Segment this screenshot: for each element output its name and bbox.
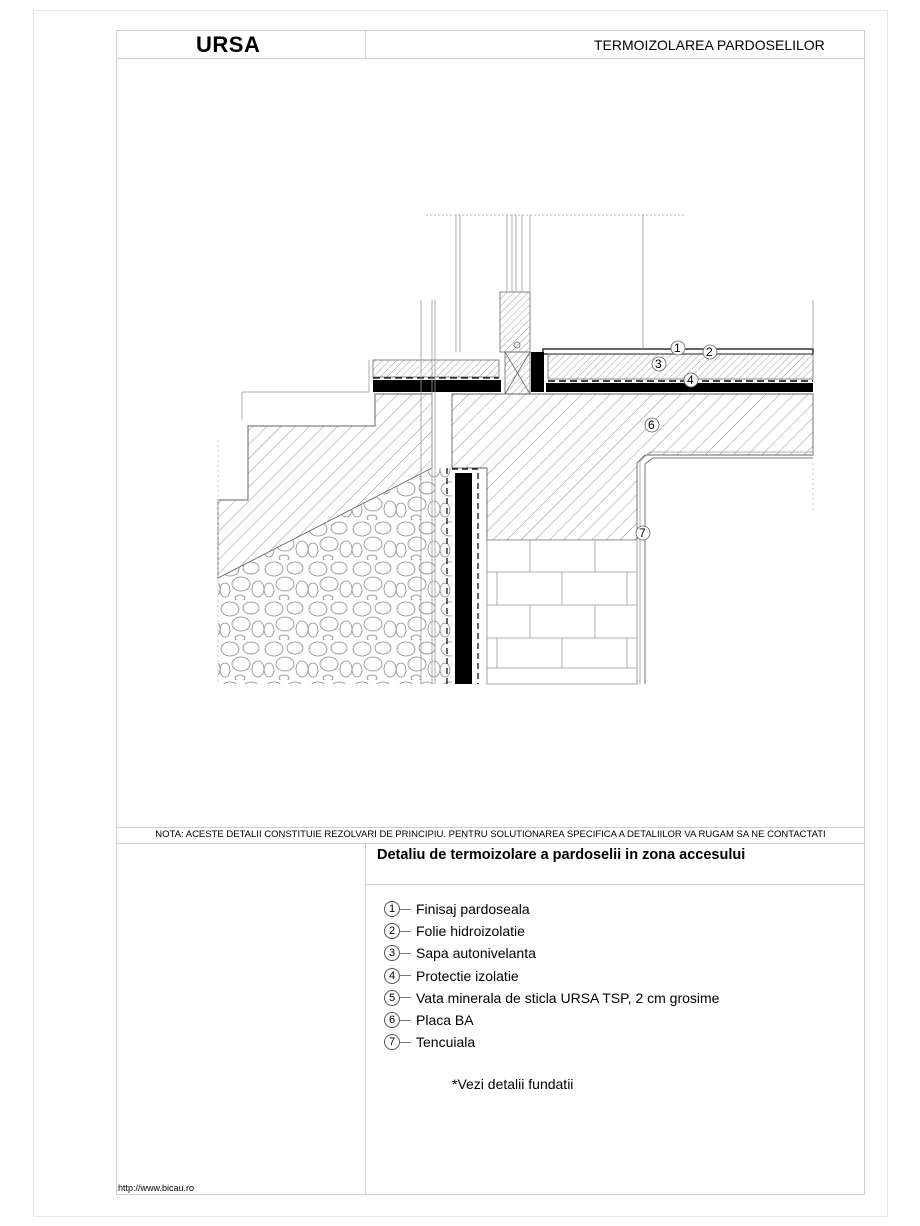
legend-text: Tencuiala xyxy=(416,1034,476,1051)
vertical-insulation xyxy=(455,473,472,684)
legend-number: 2 xyxy=(384,923,400,939)
leader-line xyxy=(400,997,411,998)
disclaimer-note: NOTA: ACESTE DETALII CONSTITUIE REZOLVARI DE PRINCIPIU. PENTRU SOLUTIONAREA SPECIFICA A DETALIILOR VA RUGAM SA NE CONTACTATI xyxy=(155,829,826,840)
plaster-line xyxy=(645,458,813,684)
label-3: 3 xyxy=(655,357,662,371)
self-leveling-screed xyxy=(548,354,813,379)
legend-text: Vata minerala de sticla URSA TSP, 2 cm grosime xyxy=(416,989,720,1006)
footer-url[interactable]: http://www.bicau.ro xyxy=(118,1183,195,1193)
legend-list xyxy=(384,898,719,1053)
legend-text: Protectie izolatie xyxy=(416,967,519,984)
legend-number: 5 xyxy=(384,990,400,1006)
label-6: 6 xyxy=(648,418,655,432)
landing-screed xyxy=(373,360,499,377)
brand-logo-text: URSA xyxy=(196,32,261,57)
legend-item xyxy=(384,987,719,1009)
legend-item xyxy=(384,920,719,942)
legend-number: 4 xyxy=(384,968,400,984)
detail-title: Detaliu de termoizolare a pardoselii in zona accesului xyxy=(377,847,746,863)
gravel-fill-right xyxy=(435,468,452,684)
legend-number: 1 xyxy=(384,901,400,917)
leader-line xyxy=(400,953,411,954)
label-1: 1 xyxy=(674,341,681,355)
legend-item xyxy=(384,1031,719,1053)
legend-item xyxy=(384,898,719,920)
concrete-slab xyxy=(452,394,813,540)
legend-item xyxy=(384,1009,719,1031)
leader-line xyxy=(400,909,411,910)
legend-text: Placa BA xyxy=(416,1012,474,1029)
leader-line xyxy=(400,1020,411,1021)
legend-item xyxy=(384,942,719,964)
leader-line xyxy=(400,975,411,976)
legend-text: Finisaj pardoseala xyxy=(416,901,530,918)
leader-line xyxy=(400,931,411,932)
legend-text: Folie hidroizolatie xyxy=(416,923,525,940)
legend-number: 7 xyxy=(384,1034,400,1050)
leader-line xyxy=(400,1042,411,1043)
landing-insulation xyxy=(373,380,501,392)
label-4: 4 xyxy=(687,373,694,387)
floor-insulation xyxy=(546,383,813,392)
legend-item xyxy=(384,965,719,987)
legend-text: Sapa autonivelanta xyxy=(416,945,536,962)
label-7: 7 xyxy=(639,526,646,540)
sheet-title: TERMOIZOLAREA PARDOSELILOR xyxy=(594,37,825,53)
legend-number: 6 xyxy=(384,1012,400,1028)
foundation-footnote: *Vezi detalii fundatii xyxy=(452,1076,574,1092)
legend-number: 3 xyxy=(384,945,400,961)
label-2: 2 xyxy=(706,345,713,359)
